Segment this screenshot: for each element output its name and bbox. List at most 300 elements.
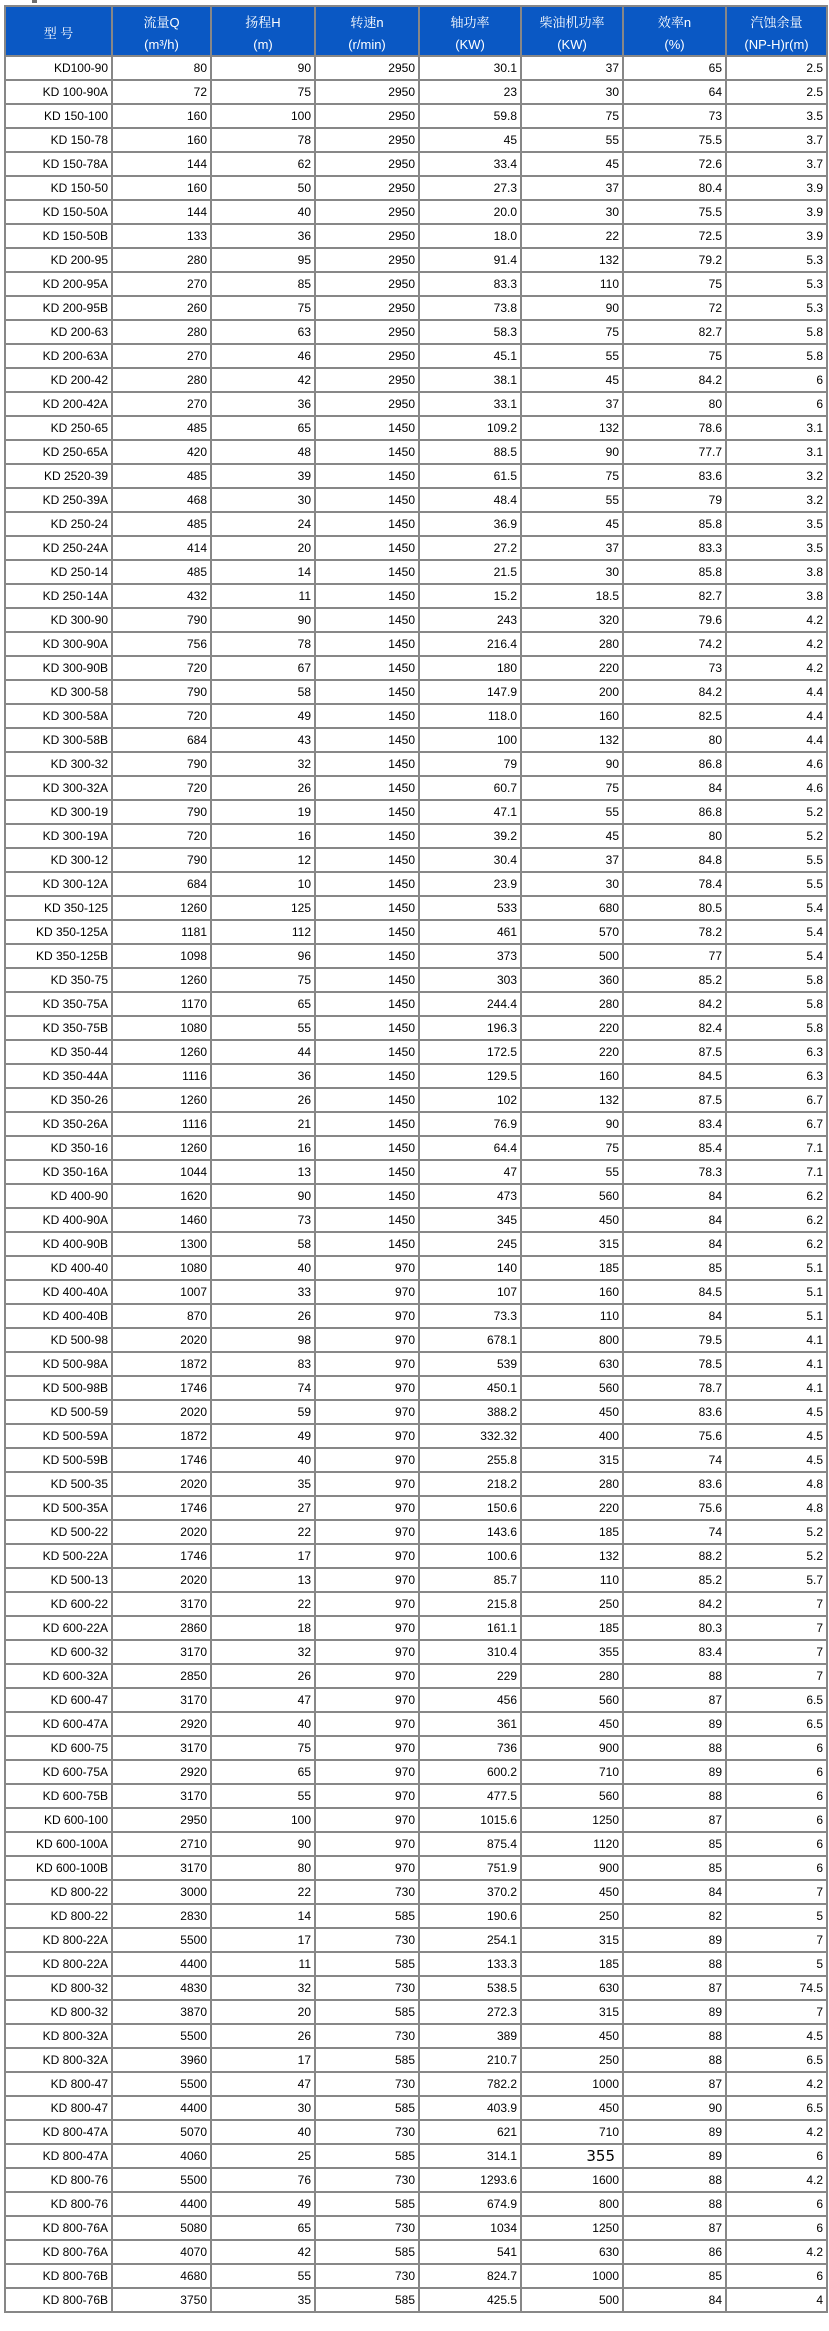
table-row xyxy=(5,1808,827,1832)
value-cell: 85.8 xyxy=(623,560,726,584)
value-cell: 185 xyxy=(521,1952,623,1976)
value-cell: 90 xyxy=(211,56,315,80)
column-header-flow xyxy=(112,6,211,56)
value-cell: 560 xyxy=(521,1784,623,1808)
value-cell: 7 xyxy=(726,1664,827,1688)
value-cell: 5.1 xyxy=(726,1280,827,1304)
model-cell: KD 600-75B xyxy=(5,1784,112,1808)
value-cell: 533 xyxy=(419,896,521,920)
value-cell: 55 xyxy=(521,800,623,824)
value-cell: 5.2 xyxy=(726,1520,827,1544)
model-cell: KD 250-24 xyxy=(5,512,112,536)
value-cell: 970 xyxy=(315,1832,419,1856)
table-row xyxy=(5,824,827,848)
table-row xyxy=(5,1688,827,1712)
value-cell: 250 xyxy=(521,1904,623,1928)
value-cell: 144 xyxy=(112,200,211,224)
value-cell: 88 xyxy=(623,2024,726,2048)
value-cell: 109.2 xyxy=(419,416,521,440)
model-cell: KD 800-47 xyxy=(5,2096,112,2120)
value-cell: 5.2 xyxy=(726,1544,827,1568)
table-row xyxy=(5,896,827,920)
table-row xyxy=(5,320,827,344)
model-cell: KD 800-76B xyxy=(5,2264,112,2288)
value-cell: 78.2 xyxy=(623,920,726,944)
model-cell: KD 350-44 xyxy=(5,1040,112,1064)
column-title: 轴功率 xyxy=(450,15,490,30)
value-cell: 60.7 xyxy=(419,776,521,800)
pump-spec-table xyxy=(4,5,828,2313)
value-cell: 244.4 xyxy=(419,992,521,1016)
value-cell: 58 xyxy=(211,1232,315,1256)
value-cell: 3.7 xyxy=(726,152,827,176)
value-cell: 2950 xyxy=(112,1808,211,1832)
value-cell: 450 xyxy=(521,2096,623,2120)
value-cell: 630 xyxy=(521,1976,623,2000)
value-cell: 5.4 xyxy=(726,896,827,920)
table-row xyxy=(5,200,827,224)
value-cell: 450 xyxy=(521,1208,623,1232)
value-cell: 280 xyxy=(521,1664,623,1688)
model-cell: KD 300-32 xyxy=(5,752,112,776)
value-cell: 88 xyxy=(623,1952,726,1976)
value-cell: 7.1 xyxy=(726,1136,827,1160)
table-row xyxy=(5,1280,827,1304)
value-cell: 30 xyxy=(521,80,623,104)
value-cell: 17 xyxy=(211,1544,315,1568)
model-cell: KD 400-40B xyxy=(5,1304,112,1328)
value-cell: 414 xyxy=(112,536,211,560)
value-cell: 133 xyxy=(112,224,211,248)
value-cell: 33.4 xyxy=(419,152,521,176)
model-cell: KD 200-63A xyxy=(5,344,112,368)
value-cell: 35 xyxy=(211,2288,315,2312)
column-unit: (m) xyxy=(253,37,273,52)
value-cell: 32 xyxy=(211,1976,315,2000)
model-cell: KD 500-98A xyxy=(5,1352,112,1376)
value-cell: 1450 xyxy=(315,1136,419,1160)
value-cell: 1450 xyxy=(315,992,419,1016)
value-cell: 970 xyxy=(315,1592,419,1616)
value-cell: 2950 xyxy=(315,344,419,368)
value-cell: 1450 xyxy=(315,1064,419,1088)
value-cell: 970 xyxy=(315,1856,419,1880)
value-cell: 42 xyxy=(211,2240,315,2264)
value-cell: 970 xyxy=(315,1640,419,1664)
value-cell: 20.0 xyxy=(419,200,521,224)
value-cell: 1450 xyxy=(315,752,419,776)
value-cell: 77 xyxy=(623,944,726,968)
value-cell: 3.7 xyxy=(726,128,827,152)
value-cell: 4.8 xyxy=(726,1472,827,1496)
value-cell: 585 xyxy=(315,2096,419,2120)
value-cell: 6 xyxy=(726,368,827,392)
value-cell: 133.3 xyxy=(419,1952,521,1976)
value-cell: 100 xyxy=(211,104,315,128)
table-row xyxy=(5,1880,827,1904)
value-cell: 48 xyxy=(211,440,315,464)
value-cell: 280 xyxy=(521,992,623,1016)
table-row xyxy=(5,872,827,896)
value-cell: 160 xyxy=(521,1064,623,1088)
value-cell: 17 xyxy=(211,2048,315,2072)
value-cell: 18.5 xyxy=(521,584,623,608)
value-cell: 84 xyxy=(623,1880,726,1904)
value-cell: 2950 xyxy=(315,224,419,248)
value-cell: 32 xyxy=(211,1640,315,1664)
value-cell: 76.9 xyxy=(419,1112,521,1136)
value-cell: 30.1 xyxy=(419,56,521,80)
value-cell: 4 xyxy=(726,2288,827,2312)
value-cell: 1181 xyxy=(112,920,211,944)
value-cell: 100.6 xyxy=(419,1544,521,1568)
value-cell: 132 xyxy=(521,248,623,272)
value-cell: 22 xyxy=(211,1520,315,1544)
model-cell: KD 500-59B xyxy=(5,1448,112,1472)
value-cell: 345 xyxy=(419,1208,521,1232)
value-cell: 84.8 xyxy=(623,848,726,872)
value-cell: 82 xyxy=(623,1904,726,1928)
value-cell: 118.0 xyxy=(419,704,521,728)
value-cell: 26 xyxy=(211,1664,315,1688)
value-cell: 75 xyxy=(623,344,726,368)
value-cell: 4.5 xyxy=(726,2024,827,2048)
table-row xyxy=(5,1544,827,1568)
value-cell: 84 xyxy=(623,1208,726,1232)
value-cell: 36 xyxy=(211,224,315,248)
value-cell: 72 xyxy=(623,296,726,320)
value-cell: 220 xyxy=(521,656,623,680)
value-cell: 250 xyxy=(521,2048,623,2072)
model-cell: KD 500-35 xyxy=(5,1472,112,1496)
value-cell: 17 xyxy=(211,1928,315,1952)
value-cell: 2950 xyxy=(315,296,419,320)
model-cell: KD 800-32A xyxy=(5,2048,112,2072)
value-cell: 4.2 xyxy=(726,2168,827,2192)
value-cell: 88 xyxy=(623,2168,726,2192)
value-cell: 55 xyxy=(521,1160,623,1184)
value-cell: 1450 xyxy=(315,416,419,440)
table-row xyxy=(5,392,827,416)
value-cell: 37 xyxy=(521,536,623,560)
value-cell: 4.4 xyxy=(726,680,827,704)
value-cell: 87 xyxy=(623,2216,726,2240)
value-cell: 1120 xyxy=(521,1832,623,1856)
value-cell: 21.5 xyxy=(419,560,521,584)
value-cell: 1450 xyxy=(315,1208,419,1232)
model-cell: KD 200-63 xyxy=(5,320,112,344)
model-cell: KD 300-32A xyxy=(5,776,112,800)
value-cell: 82.4 xyxy=(623,1016,726,1040)
table-row xyxy=(5,1304,827,1328)
value-cell: 710 xyxy=(521,2120,623,2144)
model-cell: KD 800-32A xyxy=(5,2024,112,2048)
value-cell: 1872 xyxy=(112,1424,211,1448)
table-row xyxy=(5,2096,827,2120)
value-cell: 150.6 xyxy=(419,1496,521,1520)
value-cell: 570 xyxy=(521,920,623,944)
model-cell: KD 300-90B xyxy=(5,656,112,680)
value-cell: 970 xyxy=(315,1496,419,1520)
value-cell: 254.1 xyxy=(419,1928,521,1952)
value-cell: 710 xyxy=(521,1760,623,1784)
value-cell: 5.4 xyxy=(726,920,827,944)
value-cell: 560 xyxy=(521,1688,623,1712)
value-cell: 736 xyxy=(419,1736,521,1760)
table-row xyxy=(5,992,827,1016)
value-cell: 450 xyxy=(521,2024,623,2048)
value-cell: 59.8 xyxy=(419,104,521,128)
model-cell: KD 350-75B xyxy=(5,1016,112,1040)
value-cell: 75 xyxy=(211,968,315,992)
value-cell: 75 xyxy=(211,80,315,104)
table-row xyxy=(5,56,827,80)
value-cell: 1260 xyxy=(112,968,211,992)
value-cell: 541 xyxy=(419,2240,521,2264)
value-cell: 26 xyxy=(211,2024,315,2048)
value-cell: 80 xyxy=(623,392,726,416)
value-cell: 790 xyxy=(112,800,211,824)
column-header-model xyxy=(5,6,112,56)
column-header-speed xyxy=(315,6,419,56)
table-row xyxy=(5,2288,827,2312)
value-cell: 782.2 xyxy=(419,2072,521,2096)
value-cell: 450 xyxy=(521,1712,623,1736)
value-cell: 79 xyxy=(623,488,726,512)
value-cell: 6.5 xyxy=(726,1712,827,1736)
value-cell: 39 xyxy=(211,464,315,488)
value-cell: 86.8 xyxy=(623,800,726,824)
model-cell: KD 400-90A xyxy=(5,1208,112,1232)
value-cell: 35 xyxy=(211,1472,315,1496)
value-cell: 102 xyxy=(419,1088,521,1112)
value-cell: 73 xyxy=(623,104,726,128)
table-row xyxy=(5,968,827,992)
value-cell: 78 xyxy=(211,128,315,152)
value-cell: 6 xyxy=(726,1736,827,1760)
value-cell: 87 xyxy=(623,2072,726,2096)
value-cell: 83.6 xyxy=(623,464,726,488)
value-cell: 55 xyxy=(211,1784,315,1808)
value-cell: 185 xyxy=(521,1616,623,1640)
value-cell: 1450 xyxy=(315,1040,419,1064)
value-cell: 6 xyxy=(726,2144,827,2168)
model-cell: KD 300-58B xyxy=(5,728,112,752)
table-header xyxy=(5,6,827,56)
value-cell: 1116 xyxy=(112,1064,211,1088)
value-cell: 730 xyxy=(315,1928,419,1952)
value-cell: 2830 xyxy=(112,1904,211,1928)
model-cell: KD 800-47A xyxy=(5,2120,112,2144)
value-cell: 4.5 xyxy=(726,1424,827,1448)
value-cell: 1450 xyxy=(315,1088,419,1112)
value-cell: 6.3 xyxy=(726,1064,827,1088)
column-header-head xyxy=(211,6,315,56)
value-cell: 5 xyxy=(726,1952,827,1976)
value-cell: 1450 xyxy=(315,944,419,968)
value-cell: 143.6 xyxy=(419,1520,521,1544)
value-cell: 5.1 xyxy=(726,1304,827,1328)
value-cell: 85.8 xyxy=(623,512,726,536)
column-title: 效率n xyxy=(657,15,692,30)
value-cell: 107 xyxy=(419,1280,521,1304)
value-cell: 27.3 xyxy=(419,176,521,200)
value-cell: 4.1 xyxy=(726,1376,827,1400)
value-cell: 1460 xyxy=(112,1208,211,1232)
value-cell: 49 xyxy=(211,1424,315,1448)
value-cell: 5.2 xyxy=(726,824,827,848)
value-cell: 83.3 xyxy=(623,536,726,560)
table-row xyxy=(5,440,827,464)
value-cell: 790 xyxy=(112,752,211,776)
model-cell: KD 350-75 xyxy=(5,968,112,992)
value-cell: 49 xyxy=(211,704,315,728)
model-cell: KD 500-98 xyxy=(5,1328,112,1352)
value-cell: 4400 xyxy=(112,1952,211,1976)
value-cell: 314.1 xyxy=(419,2144,521,2168)
value-cell: 1098 xyxy=(112,944,211,968)
table-row xyxy=(5,1232,827,1256)
value-cell: 132 xyxy=(521,1544,623,1568)
value-cell: 250 xyxy=(521,1592,623,1616)
value-cell: 96 xyxy=(211,944,315,968)
value-cell: 78.4 xyxy=(623,872,726,896)
value-cell: 730 xyxy=(315,2216,419,2240)
value-cell: 6 xyxy=(726,1760,827,1784)
model-cell: KD 400-40 xyxy=(5,1256,112,1280)
column-title: 流量Q xyxy=(143,15,180,30)
value-cell: 272.3 xyxy=(419,2000,521,2024)
value-cell: 110 xyxy=(521,1568,623,1592)
value-cell: 88 xyxy=(623,2048,726,2072)
table-row xyxy=(5,1472,827,1496)
value-cell: 1450 xyxy=(315,704,419,728)
column-unit: (KW) xyxy=(557,37,587,52)
table-row xyxy=(5,1424,827,1448)
value-cell: 72.5 xyxy=(623,224,726,248)
value-cell: 2020 xyxy=(112,1520,211,1544)
model-cell: KD 600-75 xyxy=(5,1736,112,1760)
table-row xyxy=(5,152,827,176)
value-cell: 36 xyxy=(211,392,315,416)
value-cell: 2950 xyxy=(315,176,419,200)
table-row xyxy=(5,176,827,200)
value-cell: 10 xyxy=(211,872,315,896)
value-cell: 1450 xyxy=(315,776,419,800)
value-cell: 180 xyxy=(419,656,521,680)
value-cell: 12 xyxy=(211,848,315,872)
value-cell: 84.2 xyxy=(623,992,726,1016)
value-cell: 1450 xyxy=(315,440,419,464)
value-cell: 388.2 xyxy=(419,1400,521,1424)
model-cell: KD 600-100A xyxy=(5,1832,112,1856)
table-row xyxy=(5,728,827,752)
value-cell: 6 xyxy=(726,1784,827,1808)
value-cell: 621 xyxy=(419,2120,521,2144)
table-row xyxy=(5,1616,827,1640)
value-cell: 89 xyxy=(623,2144,726,2168)
value-cell: 4.1 xyxy=(726,1352,827,1376)
model-cell: KD 350-26A xyxy=(5,1112,112,1136)
value-cell: 1450 xyxy=(315,512,419,536)
value-cell: 730 xyxy=(315,1880,419,1904)
value-cell: 30 xyxy=(521,872,623,896)
value-cell: 900 xyxy=(521,1856,623,1880)
value-cell: 2020 xyxy=(112,1472,211,1496)
value-cell: 14 xyxy=(211,560,315,584)
value-cell: 210.7 xyxy=(419,2048,521,2072)
table-row xyxy=(5,2072,827,2096)
model-cell: KD 600-32A xyxy=(5,1664,112,1688)
value-cell: 85 xyxy=(623,1856,726,1880)
table-row xyxy=(5,1784,827,1808)
value-cell: 6.5 xyxy=(726,2096,827,2120)
value-cell: 74.5 xyxy=(726,1976,827,2000)
model-cell: KD 2520-39 xyxy=(5,464,112,488)
value-cell: 5070 xyxy=(112,2120,211,2144)
table-row xyxy=(5,224,827,248)
value-cell: 78.5 xyxy=(623,1352,726,1376)
value-cell: 87.5 xyxy=(623,1088,726,1112)
value-cell: 3170 xyxy=(112,1736,211,1760)
value-cell: 144 xyxy=(112,152,211,176)
value-cell: 87.5 xyxy=(623,1040,726,1064)
value-cell: 900 xyxy=(521,1736,623,1760)
table-row xyxy=(5,1112,827,1136)
model-cell: KD 500-59A xyxy=(5,1424,112,1448)
value-cell: 100 xyxy=(211,1808,315,1832)
value-cell: 110 xyxy=(521,1304,623,1328)
value-cell: 720 xyxy=(112,704,211,728)
model-cell: KD 350-75A xyxy=(5,992,112,1016)
value-cell: 84 xyxy=(623,776,726,800)
value-cell: 75 xyxy=(623,272,726,296)
value-cell: 7 xyxy=(726,1880,827,1904)
value-cell: 2950 xyxy=(315,368,419,392)
value-cell: 55 xyxy=(211,2264,315,2288)
model-cell: KD 150-50B xyxy=(5,224,112,248)
value-cell: 80 xyxy=(211,1856,315,1880)
value-cell: 970 xyxy=(315,1376,419,1400)
value-cell: 1872 xyxy=(112,1352,211,1376)
model-cell: KD 350-125B xyxy=(5,944,112,968)
value-cell: 4070 xyxy=(112,2240,211,2264)
value-cell: 270 xyxy=(112,272,211,296)
value-cell: 23.9 xyxy=(419,872,521,896)
value-cell: 5.8 xyxy=(726,968,827,992)
value-cell: 22 xyxy=(521,224,623,248)
value-cell: 5500 xyxy=(112,2024,211,2048)
value-cell: 18 xyxy=(211,1616,315,1640)
value-cell: 4.2 xyxy=(726,2072,827,2096)
value-cell: 87 xyxy=(623,1808,726,1832)
value-cell: 1000 xyxy=(521,2072,623,2096)
value-cell: 91.4 xyxy=(419,248,521,272)
value-cell: 84 xyxy=(623,1232,726,1256)
value-cell: 83.6 xyxy=(623,1472,726,1496)
table-row xyxy=(5,656,827,680)
model-cell: KD 300-19A xyxy=(5,824,112,848)
model-cell: KD 800-76 xyxy=(5,2168,112,2192)
model-cell: KD 600-75A xyxy=(5,1760,112,1784)
value-cell: 20 xyxy=(211,536,315,560)
value-cell: 77.7 xyxy=(623,440,726,464)
value-cell: 970 xyxy=(315,1256,419,1280)
value-cell: 970 xyxy=(315,1304,419,1328)
value-cell: 432 xyxy=(112,584,211,608)
value-cell: 6.7 xyxy=(726,1112,827,1136)
value-cell: 2860 xyxy=(112,1616,211,1640)
